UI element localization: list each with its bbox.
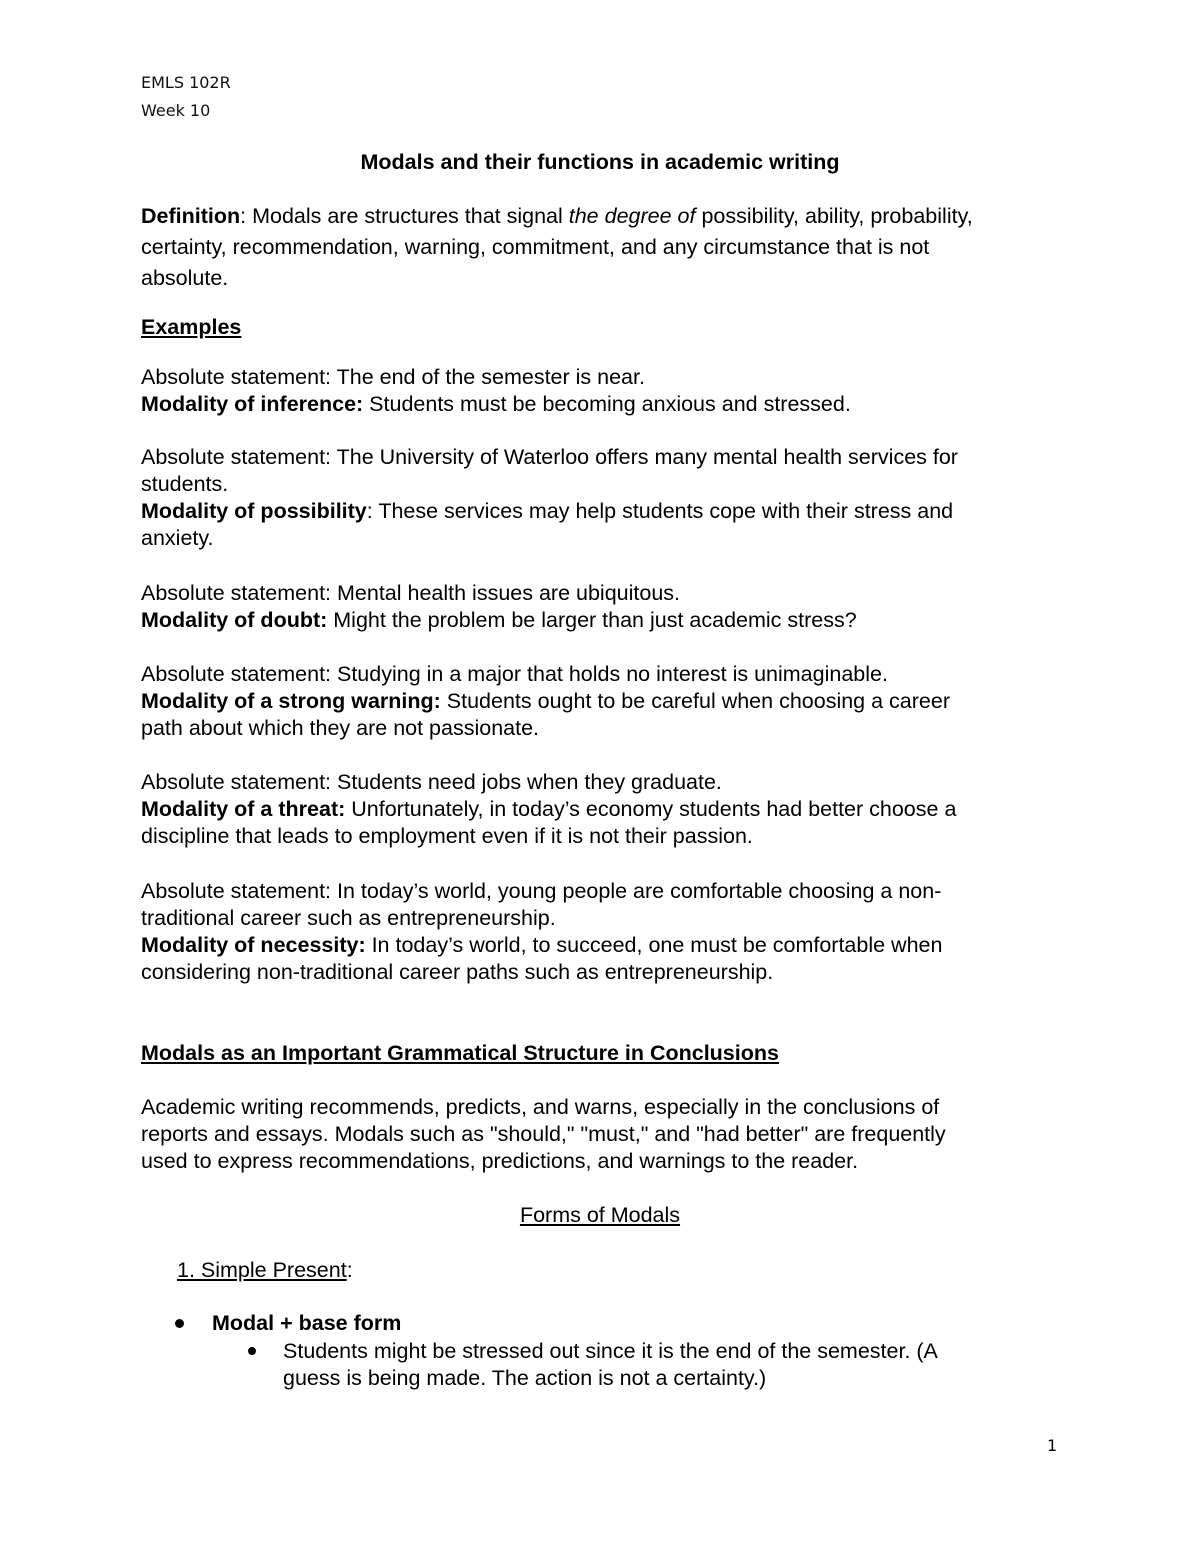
simple-present-heading bbox=[177, 1257, 1097, 1284]
conclusions-paragraph bbox=[141, 1094, 1061, 1175]
definition-text-cont: possibility, ability, probability, bbox=[695, 204, 973, 228]
modality-label: Modality of inference: bbox=[141, 392, 364, 416]
absolute-statement: Absolute statement: Studying in a major that holds no interest is unimaginable. bbox=[141, 662, 888, 686]
conclusions-heading bbox=[141, 1040, 1061, 1067]
sub-bullet-icon bbox=[248, 1347, 256, 1355]
modality-text-cont: anxiety. bbox=[141, 526, 214, 550]
example-3 bbox=[141, 580, 1061, 634]
week-label: Week 10 bbox=[141, 101, 211, 120]
absolute-statement: Absolute statement: Students need jobs when they graduate. bbox=[141, 770, 722, 794]
example-5 bbox=[141, 769, 1061, 850]
forms-heading-text: Forms of Modals bbox=[519, 1203, 681, 1227]
page-title: Modals and their functions in academic writing bbox=[360, 150, 840, 174]
absolute-statement: Absolute statement: Mental health issues are ubiquitous. bbox=[141, 581, 681, 605]
modality-text: In today’s world, to succeed, one must be comfortable when bbox=[365, 933, 943, 957]
definition-line-2: certainty, recommendation, warning, commitment, and any circumstance that is not bbox=[141, 235, 930, 259]
simple-present-label: 1. Simple Present bbox=[177, 1258, 347, 1282]
modality-text-cont: path about which they are not passionate. bbox=[141, 716, 540, 740]
sub-bullet-line-1: Students might be stressed out since it is the end of the semester. (A bbox=[283, 1339, 938, 1363]
absolute-statement: Absolute statement: In today’s world, young people are comfortable choosing a non- bbox=[141, 879, 942, 903]
examples-heading-text: Examples bbox=[141, 315, 242, 339]
conclusions-line-3: used to express recommendations, predictions, and warnings to the reader. bbox=[141, 1149, 859, 1173]
definition-text: : Modals are structures that signal bbox=[240, 204, 569, 228]
modality-label: Modality of a strong warning: bbox=[141, 689, 441, 713]
examples-heading bbox=[141, 314, 1061, 341]
modality-label: Modality of possibility bbox=[141, 499, 367, 523]
simple-present-colon: : bbox=[346, 1258, 353, 1282]
conclusions-line-1: Academic writing recommends, predicts, and warns, especially in the conclusions of bbox=[141, 1095, 940, 1119]
bullet-icon bbox=[175, 1319, 184, 1328]
modality-text: Students ought to be careful when choosing a career bbox=[440, 689, 950, 713]
modality-text: Unfortunately, in today’s economy students had better choose a bbox=[345, 797, 957, 821]
modality-text: Might the problem be larger than just academic stress? bbox=[327, 608, 857, 632]
forms-heading bbox=[0, 1203, 1200, 1228]
example-4 bbox=[141, 661, 1061, 742]
bullet-main bbox=[212, 1310, 1132, 1337]
modality-text-cont: considering non-traditional career paths such as entrepreneurship. bbox=[141, 960, 774, 984]
sub-bullet-text bbox=[283, 1338, 1043, 1392]
page-number: 1 bbox=[1047, 1436, 1058, 1455]
modality-text: Students must be becoming anxious and stressed. bbox=[363, 392, 851, 416]
example-1 bbox=[141, 364, 1061, 418]
absolute-statement: Absolute statement: The University of Waterloo offers many mental health services for bbox=[141, 445, 958, 469]
definition-paragraph bbox=[141, 201, 1061, 294]
modality-label: Modality of necessity: bbox=[141, 933, 366, 957]
definition-label: Definition bbox=[141, 204, 241, 228]
absolute-statement: Absolute statement: The end of the semester is near. bbox=[141, 365, 645, 389]
bullet-main-text: Modal + base form bbox=[212, 1311, 402, 1335]
conclusions-line-2: reports and essays. Modals such as "should," "must," and "had better" are frequently bbox=[141, 1122, 946, 1146]
modality-text-cont: discipline that leads to employment even if it is not their passion. bbox=[141, 824, 753, 848]
sub-bullet-line-2: guess is being made. The action is not a certainty.) bbox=[283, 1366, 767, 1390]
definition-line-3: absolute. bbox=[141, 266, 229, 290]
example-2 bbox=[141, 444, 1061, 552]
absolute-statement-cont: students. bbox=[141, 472, 229, 496]
definition-italic: the degree of bbox=[568, 204, 696, 228]
modality-label: Modality of a threat: bbox=[141, 797, 346, 821]
example-6 bbox=[141, 878, 1061, 986]
absolute-statement-cont: traditional career such as entrepreneurship. bbox=[141, 906, 556, 930]
course-code: EMLS 102R bbox=[141, 73, 231, 92]
modality-label: Modality of doubt: bbox=[141, 608, 328, 632]
modality-text: : These services may help students cope with their stress and bbox=[366, 499, 954, 523]
conclusions-heading-text: Modals as an Important Grammatical Structure in Conclusions bbox=[141, 1041, 779, 1065]
